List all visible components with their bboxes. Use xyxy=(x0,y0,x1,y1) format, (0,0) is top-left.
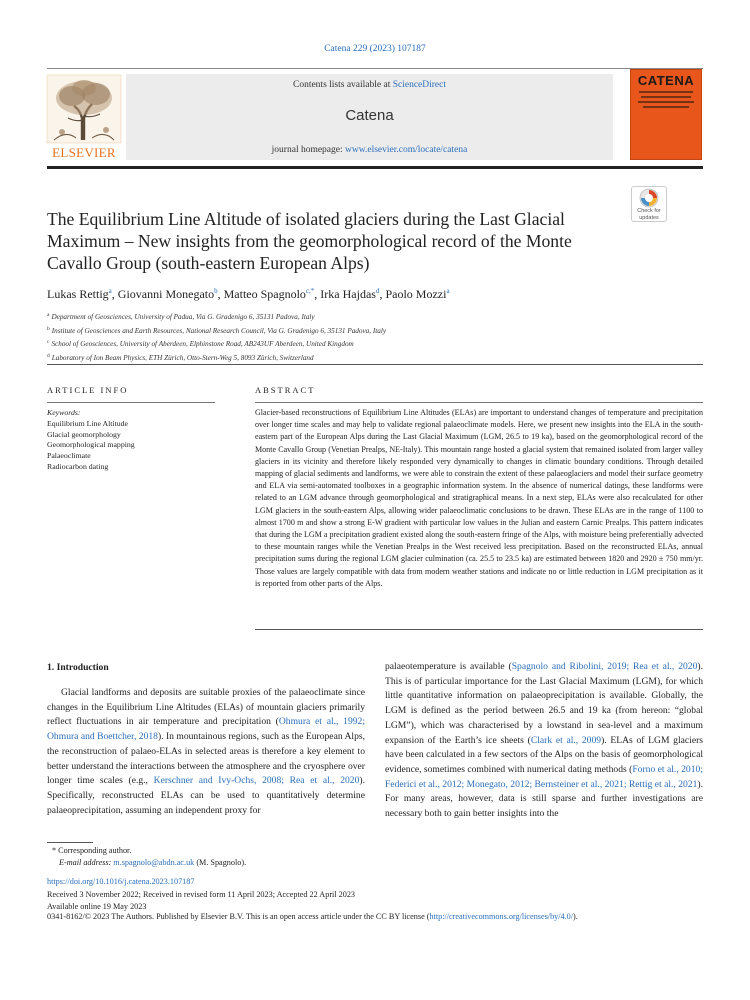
keywords-label: Keywords: xyxy=(47,408,81,417)
section-rule xyxy=(47,364,703,365)
body-text: ). Specifically, reconstructed ELAs can be used to quantitatively determine palaeoprecipitation, assuming an independent proxy for xyxy=(47,775,365,816)
cover-title: CATENA xyxy=(637,73,695,88)
journal-header-box xyxy=(126,74,613,160)
author-affiliation-mark[interactable]: b xyxy=(214,287,218,295)
journal-name: Catena xyxy=(345,107,394,124)
article-info-heading: ARTICLE INFO xyxy=(47,385,129,395)
author-list: Lukas Rettig$^a$, Giovanni Monegato$^b$, Matteo Spagnolo$^{c,*}$, Irka Hajdas$^d$, Paolo Mozzi$^a$ xyxy=(47,287,450,301)
journal-homepage-link[interactable]: www.elsevier.com/locate/catena xyxy=(345,145,468,155)
affiliation-list xyxy=(47,310,707,364)
catena-cover[interactable] xyxy=(630,69,702,160)
keyword-item: Geomorphological mapping xyxy=(47,440,135,450)
affiliation-key: c xyxy=(47,339,50,345)
elsevier-wordmark: ELSEVIER xyxy=(52,145,116,160)
author-name[interactable]: Paolo Mozzi xyxy=(385,287,447,301)
author-email-link[interactable]: m.spagnolo@abdn.ac.uk xyxy=(113,858,195,867)
citation-link[interactable]: Ohmura et al., 1992; Ohmura and Boettcher, 2018 xyxy=(47,716,365,743)
abstract-rule xyxy=(255,402,703,403)
article-dates xyxy=(47,889,355,912)
introduction-heading: 1. Introduction xyxy=(47,662,109,673)
contents-prefix: Contents lists available at xyxy=(292,80,393,90)
keyword-item: Glacial geomorphology xyxy=(47,429,121,439)
license-prefix: 0341-8162/© 2023 The Authors. Published by Elsevier B.V. This is an open access article under the CC BY license ( xyxy=(47,912,430,921)
affiliation-text: Laboratory of Ion Beam Physics, ETH Zürich, Otto-Stern-Weg 5, 8093 Zürich, Switzerland xyxy=(51,353,314,362)
license-line xyxy=(47,912,578,921)
cover-text-line xyxy=(641,96,691,98)
affiliation-item xyxy=(47,310,707,324)
affiliation-text: School of Geosciences, University of Aberdeen, Elphinstone Road, AB243UF Aberdeen, United Kingdom xyxy=(51,340,354,348)
header-top-rule xyxy=(47,68,703,69)
intro-right-column xyxy=(385,660,703,822)
cover-text-line xyxy=(639,91,693,93)
citation-link[interactable]: Kerschner and Ivy-Ochs, 2008; Rea et al., 2020 xyxy=(153,775,360,787)
affiliation-key: b xyxy=(47,325,50,332)
author-affiliation-mark[interactable]: a xyxy=(108,287,112,295)
keywords-block xyxy=(47,408,227,473)
header-bottom-rule xyxy=(47,166,703,169)
email-label: E-mail address: xyxy=(59,858,112,867)
affiliation-item xyxy=(47,351,707,365)
corresponding-label: Corresponding author. xyxy=(58,846,132,855)
intro-left-column xyxy=(47,686,365,818)
abstract-text: Glacier-based reconstructions of Equilibrium Line Altitudes (ELAs) are important to understand changes of temperature and precipitation over longer time scales and may help to validate regional palaeoclimate models. Here, we present new insights into the ELA in the south-eastern part of the European Alps during the Last Glacial Maximum (LGM, 26.5 to 19 ka), based on the geomorphological record of the Monte Cavallo Group (Venetian Prealps, NE-Italy). This mountain range hosted a glacial system that remained isolated from larger valley glaciers in its vicinity and therefore likely responded very dynamically to changes in climatic boundary conditions. Through detailed mapping of glacial sediments and landforms, we were able to constrain the extent of these palaeoglaciers and model their surface geometry and ELA via semi-automated toolboxes in a geographic information system. In the absence of numerical datings, these landforms were related to an LGM advance through geomorphological and stratigraphical means. In a next step, ELAs were also recalculated for other LGM glaciers in the south-eastern Alps, allowing wider palaeoclimatic conclusions to be drawn. These ELAs are in the range of 1100 to almost 1700 m and show a strong E-W gradient with particular low values in the Julian and eastern Carnic Prealps. This pattern indicates that during the LGM a precipitation gradient existed along the south-eastern fringe of the Alps, with moisture being preferentially advected to these mountain ranges while the Venetian Prealps in the West received less precipitation. Based on the reconstructed ELAs, annual precipitation sums during the regional LGM glacier culmination (ca. 25.5 to 23.5 ka) are estimated between 1820 and 2920 ± 750 mm/yr. Those values are largely compatible with data from modern weather stations and indicate no or little reduction in LGM precipitation as it is reported from other parts of the Alps. xyxy=(255,408,704,588)
affiliation-item xyxy=(47,337,707,351)
keyword-list xyxy=(47,419,227,473)
body-text: palaeotemperature is available ( xyxy=(385,661,512,672)
author-name[interactable]: Matteo Spagnolo xyxy=(223,287,306,301)
journal-reference[interactable]: Catena 229 (2023) 107187 xyxy=(324,44,426,54)
author-name[interactable]: Giovanni Monegato xyxy=(117,287,215,301)
affiliation-key: d xyxy=(47,352,50,359)
keyword-item: Equilibrium Line Altitude xyxy=(47,418,128,428)
corresponding-footnote: * Corresponding author. E-mail address: m.spagnolo@abdn.ac.uk (M. Spagnolo). xyxy=(52,846,247,867)
available-online: Available online 19 May 2023 xyxy=(47,901,147,911)
abstract-end-rule xyxy=(255,629,703,630)
abstract-heading: ABSTRACT xyxy=(255,385,316,395)
article-info-rule xyxy=(47,402,215,403)
body-text: Glacial landforms and deposits are suitable proxies of the palaeoclimate since changes in the Equilibrium Line Altitudes (ELAs) of mountain glaciers primarily reflect fluctuations in air temperature and precipitation ( xyxy=(47,687,365,728)
author-name[interactable]: Lukas Rettig xyxy=(47,287,109,301)
footnote-rule xyxy=(47,842,93,843)
affiliation-text: Department of Geosciences, University of Padua, Via G. Gradenigo 6, 35131 Padova, Italy xyxy=(51,313,315,321)
body-text: ). ELAs of LGM glaciers have been calculated in a few sectors of the Alps on the basis of geomorphological evidence, sometimes combined with numerical dating methods ( xyxy=(385,734,704,775)
keyword-item: Radiocarbon dating xyxy=(47,461,109,471)
author-affiliation-mark[interactable]: c,* xyxy=(305,287,315,295)
license-suffix: ). xyxy=(573,912,578,921)
author-affiliation-mark[interactable]: a xyxy=(446,287,450,295)
doi-link[interactable]: https://doi.org/10.1016/j.catena.2023.107187 xyxy=(47,877,195,886)
author-name[interactable]: Irka Hajdas xyxy=(320,287,376,301)
article-title: The Equilibrium Line Altitude of isolated glaciers during the Last Glacial Maximum – New insights from the geomorphological record of the Monte Cavallo Group (south-eastern European Alps) xyxy=(47,209,572,273)
affiliation-key: a xyxy=(47,312,50,318)
author-affiliation-mark[interactable]: d xyxy=(375,287,380,295)
body-text: ). This is of particular importance for the Last Glacial Maximum (LGM), for which little quantitative information on palaeoprecipitation is available. Globally, the LGM is defined as the period between 26.5 and 19 ka (from hereon: “global LGM”), which was characterised by a lowstand in sea-level and a maximum expansion of the Earth’s ice sheets ( xyxy=(385,661,703,746)
check-for-updates-label[interactable]: Check for updates xyxy=(637,208,661,221)
email-suffix: (M. Spagnolo). xyxy=(196,858,247,867)
citation-link[interactable]: Forno et al., 2010; Federici et al., 2012; Monegato, 2012; Bernsteiner et al., 2021; Rettig et al., 2021 xyxy=(385,763,703,790)
homepage-line xyxy=(126,145,613,155)
cover-text-line xyxy=(638,101,694,103)
received-dates: Received 3 November 2022; Received in revised form 11 April 2023; Accepted 22 April 2023 xyxy=(47,890,356,899)
keyword-item: Palaeoclimate xyxy=(47,451,91,461)
citation-link[interactable]: Clark et al., 2009 xyxy=(530,734,602,746)
contents-line xyxy=(126,80,613,90)
affiliation-text: Institute of Geosciences and Earth Resources, National Research Council, Via G. Gradenigo 6, 35131 Padova, Italy xyxy=(51,326,387,335)
sciencedirect-link[interactable]: ScienceDirect xyxy=(392,80,446,90)
body-text: ). In mountainous regions, such as the European Alps, the reconstruction of palaeo-ELAs in selected areas is therefore a key element to better understand the interactions between the atmosphere and the cryosphere over longer time scales (e.g., xyxy=(47,731,366,787)
cover-text-line xyxy=(643,106,689,108)
affiliation-item xyxy=(47,324,707,338)
homepage-prefix: journal homepage: xyxy=(271,145,346,155)
body-text: ). For many areas, however, data is still sparse and further investigations are necessary both to gain better insights into the xyxy=(385,778,703,820)
license-link[interactable]: http://creativecommons.org/licenses/by/4.0/ xyxy=(429,912,574,921)
citation-link[interactable]: Spagnolo and Ribolini, 2019; Rea et al., 2020 xyxy=(511,661,698,672)
